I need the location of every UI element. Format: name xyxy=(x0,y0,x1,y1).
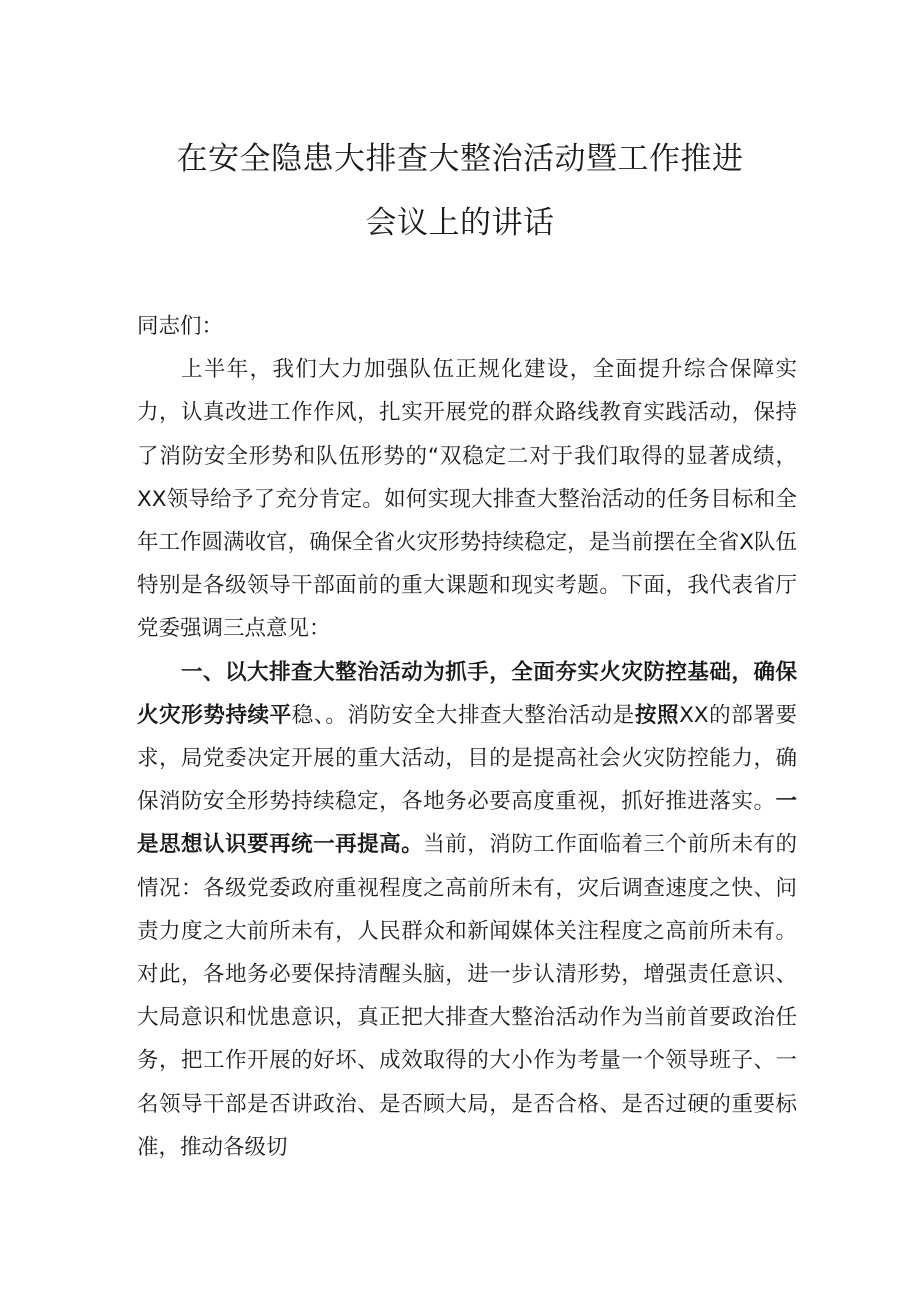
document-body xyxy=(137,305,797,1169)
paragraph-intro: 上半年，我们大力加强队伍正规化建设，全面提升综合保障实力，认真改进工作作风，扎实开展党的群众路线教育实践活动，保持了消防安全形势和队伍形势的“双稳定二对于我们取得的显著成绩，XX领导给予了充分肯定。如何实现大排查大整治活动的任务目标和全年工作圆满收官，确保全省火灾形势持续稳定，是当前摆在全省X队伍特别是各级领导干部面前的重大课题和现实考题。下面，我代表省厅党委强调三点意见： xyxy=(137,357,797,642)
section-1-text-c: 当前，消防工作面临着三个前所未有的情况：各级党委政府重视程度之高前所未有，灾后调查速度之快、问责力度之大前所未有，人民群众和新闻媒体关注程度之高前所未有。对此，各地务必要保持清醒头脑，进一步认清形势，增强责任意识、大局意识和忧患意识，真正把大排查大整治活动作为当前首要政治任务，把工作开展的好坏、成效取得的大小作为考量一个领导班子、一名领导干部是否讲政治、是否顾大局，是否合格、是否过硬的重要标准，推动各级切 xyxy=(137,832,797,1160)
document-title-line-2: 会议上的讲话 xyxy=(365,205,555,241)
section-1-heading: 一、以大排查大整治活动为抓手，全面夯实火灾防控基础，确保火灾形势持续平 xyxy=(137,659,797,728)
section-1-text-b: XX的部署要求，局党委决定开展的重大活动，目的是提高社会火灾防控能力，确保消防安全形势持续稳定，各地务必要高度重视，抓好推进落实。 xyxy=(137,702,797,815)
paragraph-section-1 xyxy=(137,651,797,1169)
section-1-text-a: 稳、。消防安全大排查大整治活动是 xyxy=(291,702,635,728)
salutation: 同志们： xyxy=(137,314,224,339)
document-title-line-1: 在安全隐患大排查大整治活动暨工作推进 xyxy=(176,141,744,177)
section-1-subheading: 一是思想认识要再统一再提高。 xyxy=(137,789,797,858)
section-1-bold-a: 按照 xyxy=(634,702,680,728)
